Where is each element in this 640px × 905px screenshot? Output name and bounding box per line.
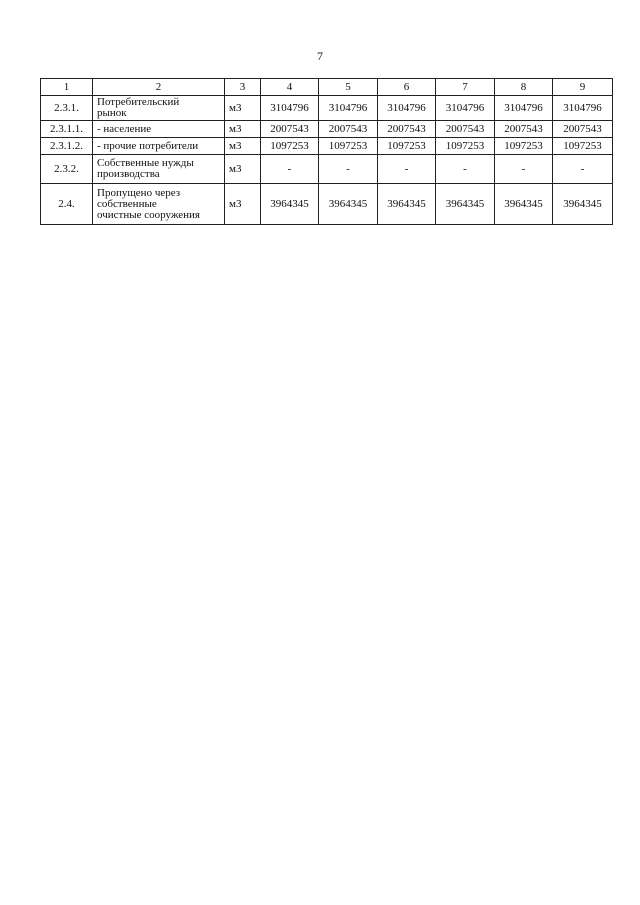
row-name-line: производства <box>97 168 160 180</box>
table-row <box>41 155 613 184</box>
row-unit: м3 <box>225 121 261 138</box>
table-row <box>41 121 613 138</box>
row-value: 3964345 <box>495 184 553 225</box>
header-cell: 1 <box>41 79 93 96</box>
row-value: - <box>553 155 613 184</box>
row-value: - <box>378 155 436 184</box>
row-value: 1097253 <box>436 138 495 155</box>
row-name <box>93 121 225 138</box>
row-name <box>93 184 225 225</box>
row-value: 1097253 <box>553 138 613 155</box>
row-value: 2007543 <box>553 121 613 138</box>
header-cell: 6 <box>378 79 436 96</box>
row-name-line: рынок <box>97 107 127 119</box>
row-value: 3104796 <box>436 96 495 121</box>
row-value: - <box>261 155 319 184</box>
row-name-line: - прочие потребители <box>97 139 199 152</box>
row-name <box>93 96 225 121</box>
row-value: 3104796 <box>261 96 319 121</box>
row-value: 1097253 <box>378 138 436 155</box>
row-value: 1097253 <box>319 138 378 155</box>
row-value: 2007543 <box>261 121 319 138</box>
table-row <box>41 96 613 121</box>
row-value: - <box>495 155 553 184</box>
row-name <box>93 155 225 184</box>
row-code: 2.4. <box>41 184 93 225</box>
table-row <box>41 138 613 155</box>
row-value: - <box>436 155 495 184</box>
header-cell: 2 <box>93 79 225 96</box>
header-cell: 3 <box>225 79 261 96</box>
header-cell: 4 <box>261 79 319 96</box>
page-number: 7 <box>317 49 323 63</box>
row-value: 3104796 <box>553 96 613 121</box>
row-code: 2.3.1.1. <box>41 121 93 138</box>
row-value: 2007543 <box>319 121 378 138</box>
row-name-line: - население <box>97 122 152 135</box>
row-value: 3964345 <box>378 184 436 225</box>
header-cell: 8 <box>495 79 553 96</box>
table-header-row <box>41 79 613 96</box>
row-value: 3104796 <box>378 96 436 121</box>
row-name-line: Собственные нужды <box>97 157 194 169</box>
header-cell: 7 <box>436 79 495 96</box>
header-cell: 5 <box>319 79 378 96</box>
row-value: 3964345 <box>261 184 319 225</box>
row-value: 2007543 <box>378 121 436 138</box>
row-value: 2007543 <box>436 121 495 138</box>
row-value: 3104796 <box>495 96 553 121</box>
row-name-line: Потребительский <box>97 96 180 108</box>
row-value: - <box>319 155 378 184</box>
row-value: 3964345 <box>319 184 378 225</box>
row-value: 3104796 <box>319 96 378 121</box>
header-cell: 9 <box>553 79 613 96</box>
row-code: 2.3.1. <box>41 96 93 121</box>
row-name-line: собственные <box>97 197 157 210</box>
row-name-line: очистные сооружения <box>97 208 200 221</box>
row-unit: м3 <box>225 184 261 225</box>
row-name-line: Пропущено через <box>97 186 181 199</box>
row-unit: м3 <box>225 138 261 155</box>
row-value: 3964345 <box>436 184 495 225</box>
row-name <box>93 138 225 155</box>
row-unit: м3 <box>225 155 261 184</box>
table-row <box>41 184 613 225</box>
row-value: 1097253 <box>495 138 553 155</box>
data-table <box>40 78 613 225</box>
row-value: 2007543 <box>495 121 553 138</box>
row-value: 3964345 <box>553 184 613 225</box>
row-value: 1097253 <box>261 138 319 155</box>
row-code: 2.3.1.2. <box>41 138 93 155</box>
row-code: 2.3.2. <box>41 155 93 184</box>
row-unit: м3 <box>225 96 261 121</box>
